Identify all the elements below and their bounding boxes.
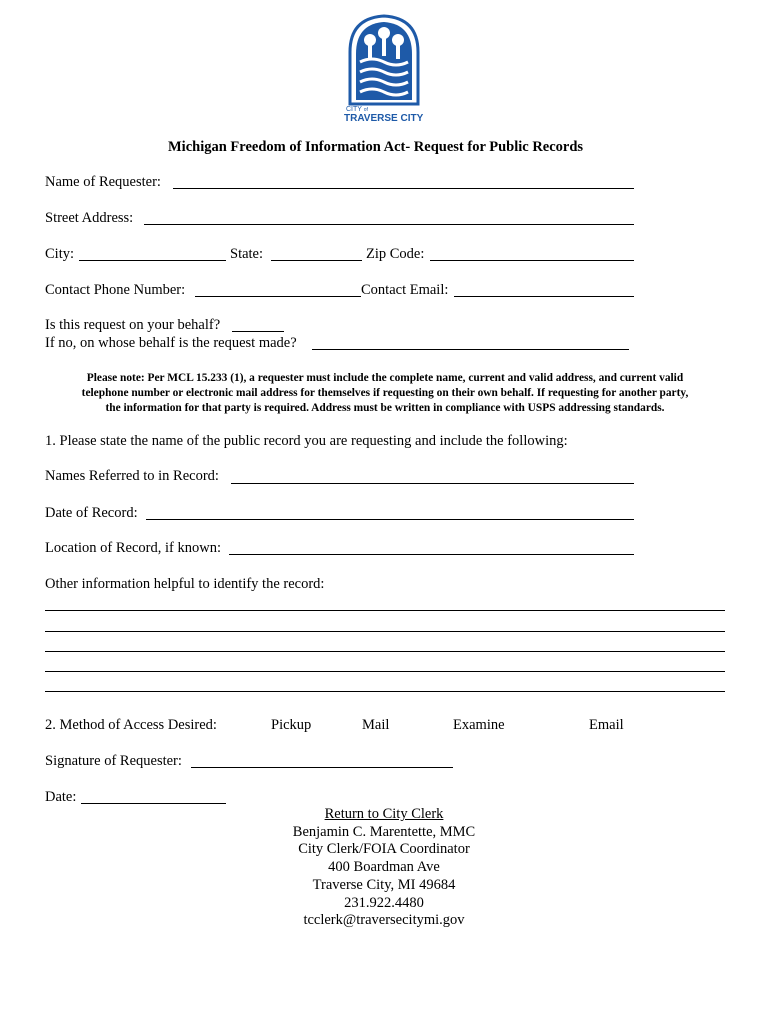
clerk-phone: 231.922.4480: [344, 894, 424, 911]
other-info-line[interactable]: [45, 631, 725, 632]
date-record-field[interactable]: [146, 519, 634, 520]
behalf-question: Is this request on your behalf?: [45, 317, 221, 333]
location-label: Location of Record, if known:: [45, 540, 221, 556]
zip-label: Zip Code:: [366, 246, 425, 262]
names-label: Names Referred to in Record:: [45, 468, 219, 484]
city-logo: [340, 12, 428, 124]
return-address: [234, 806, 534, 930]
method-examine[interactable]: Examine: [453, 717, 505, 733]
state-label: State:: [230, 246, 264, 262]
name-field[interactable]: [173, 188, 634, 189]
phone-field[interactable]: [195, 296, 361, 297]
email-field[interactable]: [454, 296, 634, 297]
note-line: Please note: Per MCL 15.233 (1), a requester must include the complete name, current and valid address, and current valid: [86, 372, 684, 384]
date-record-label: Date of Record:: [45, 505, 138, 521]
logo-name: TRAVERSE CITY: [344, 113, 424, 124]
city-label: City:: [45, 246, 75, 262]
date-field[interactable]: [81, 803, 226, 804]
behalf-other-field[interactable]: [312, 349, 629, 350]
behalf-field[interactable]: [232, 331, 284, 332]
names-field[interactable]: [231, 483, 634, 484]
other-info-line[interactable]: [45, 651, 725, 652]
city-field[interactable]: [79, 260, 226, 261]
other-info-line[interactable]: [45, 671, 725, 672]
clerk-city: Traverse City, MI 49684: [312, 876, 456, 893]
clerk-street: 400 Boardman Ave: [328, 859, 440, 876]
clerk-name: Benjamin C. Marentette, MMC: [292, 823, 476, 840]
state-field[interactable]: [271, 260, 362, 261]
requester-note: [36, 371, 734, 416]
form-title: Michigan Freedom of Information Act- Request for Public Records: [168, 139, 584, 155]
note-line: the information for that party is required. Address must be written in compliance with USPS addressing standards.: [105, 402, 665, 414]
date-label: Date:: [45, 789, 77, 805]
clerk-email[interactable]: tcclerk@traversecitymi.gov: [303, 912, 465, 929]
location-field[interactable]: [229, 554, 634, 555]
zip-field[interactable]: [430, 260, 634, 261]
behalf-other-label: If no, on whose behalf is the request made?: [45, 335, 297, 351]
phone-label: Contact Phone Number:: [45, 282, 186, 298]
method-pickup[interactable]: Pickup: [271, 717, 312, 733]
signature-field[interactable]: [191, 767, 453, 768]
note-line: telephone number or electronic mail address for themselves if requesting on their own behalf. If requesting for another party,: [81, 387, 689, 399]
other-info-label: Other information helpful to identify the record:: [45, 576, 325, 592]
email-label: Contact Email:: [361, 282, 449, 298]
other-info-line[interactable]: [45, 610, 725, 611]
return-heading: Return to City Clerk: [324, 806, 444, 822]
traverse-city-emblem: [340, 12, 428, 108]
method-email[interactable]: Email: [589, 717, 624, 733]
other-info-line[interactable]: [45, 691, 725, 692]
logo-city-prefix: CITY: [346, 106, 362, 113]
section2-heading: 2. Method of Access Desired:: [45, 717, 217, 733]
signature-label: Signature of Requester:: [45, 753, 182, 769]
section1-heading: 1. Please state the name of the public record you are requesting and include the following:: [45, 433, 568, 449]
logo-city-of: of: [363, 107, 368, 113]
name-label: Name of Requester:: [45, 174, 161, 190]
street-label: Street Address:: [45, 210, 134, 226]
street-field[interactable]: [144, 224, 634, 225]
clerk-title: City Clerk/FOIA Coordinator: [298, 841, 470, 858]
method-mail[interactable]: Mail: [362, 717, 390, 733]
